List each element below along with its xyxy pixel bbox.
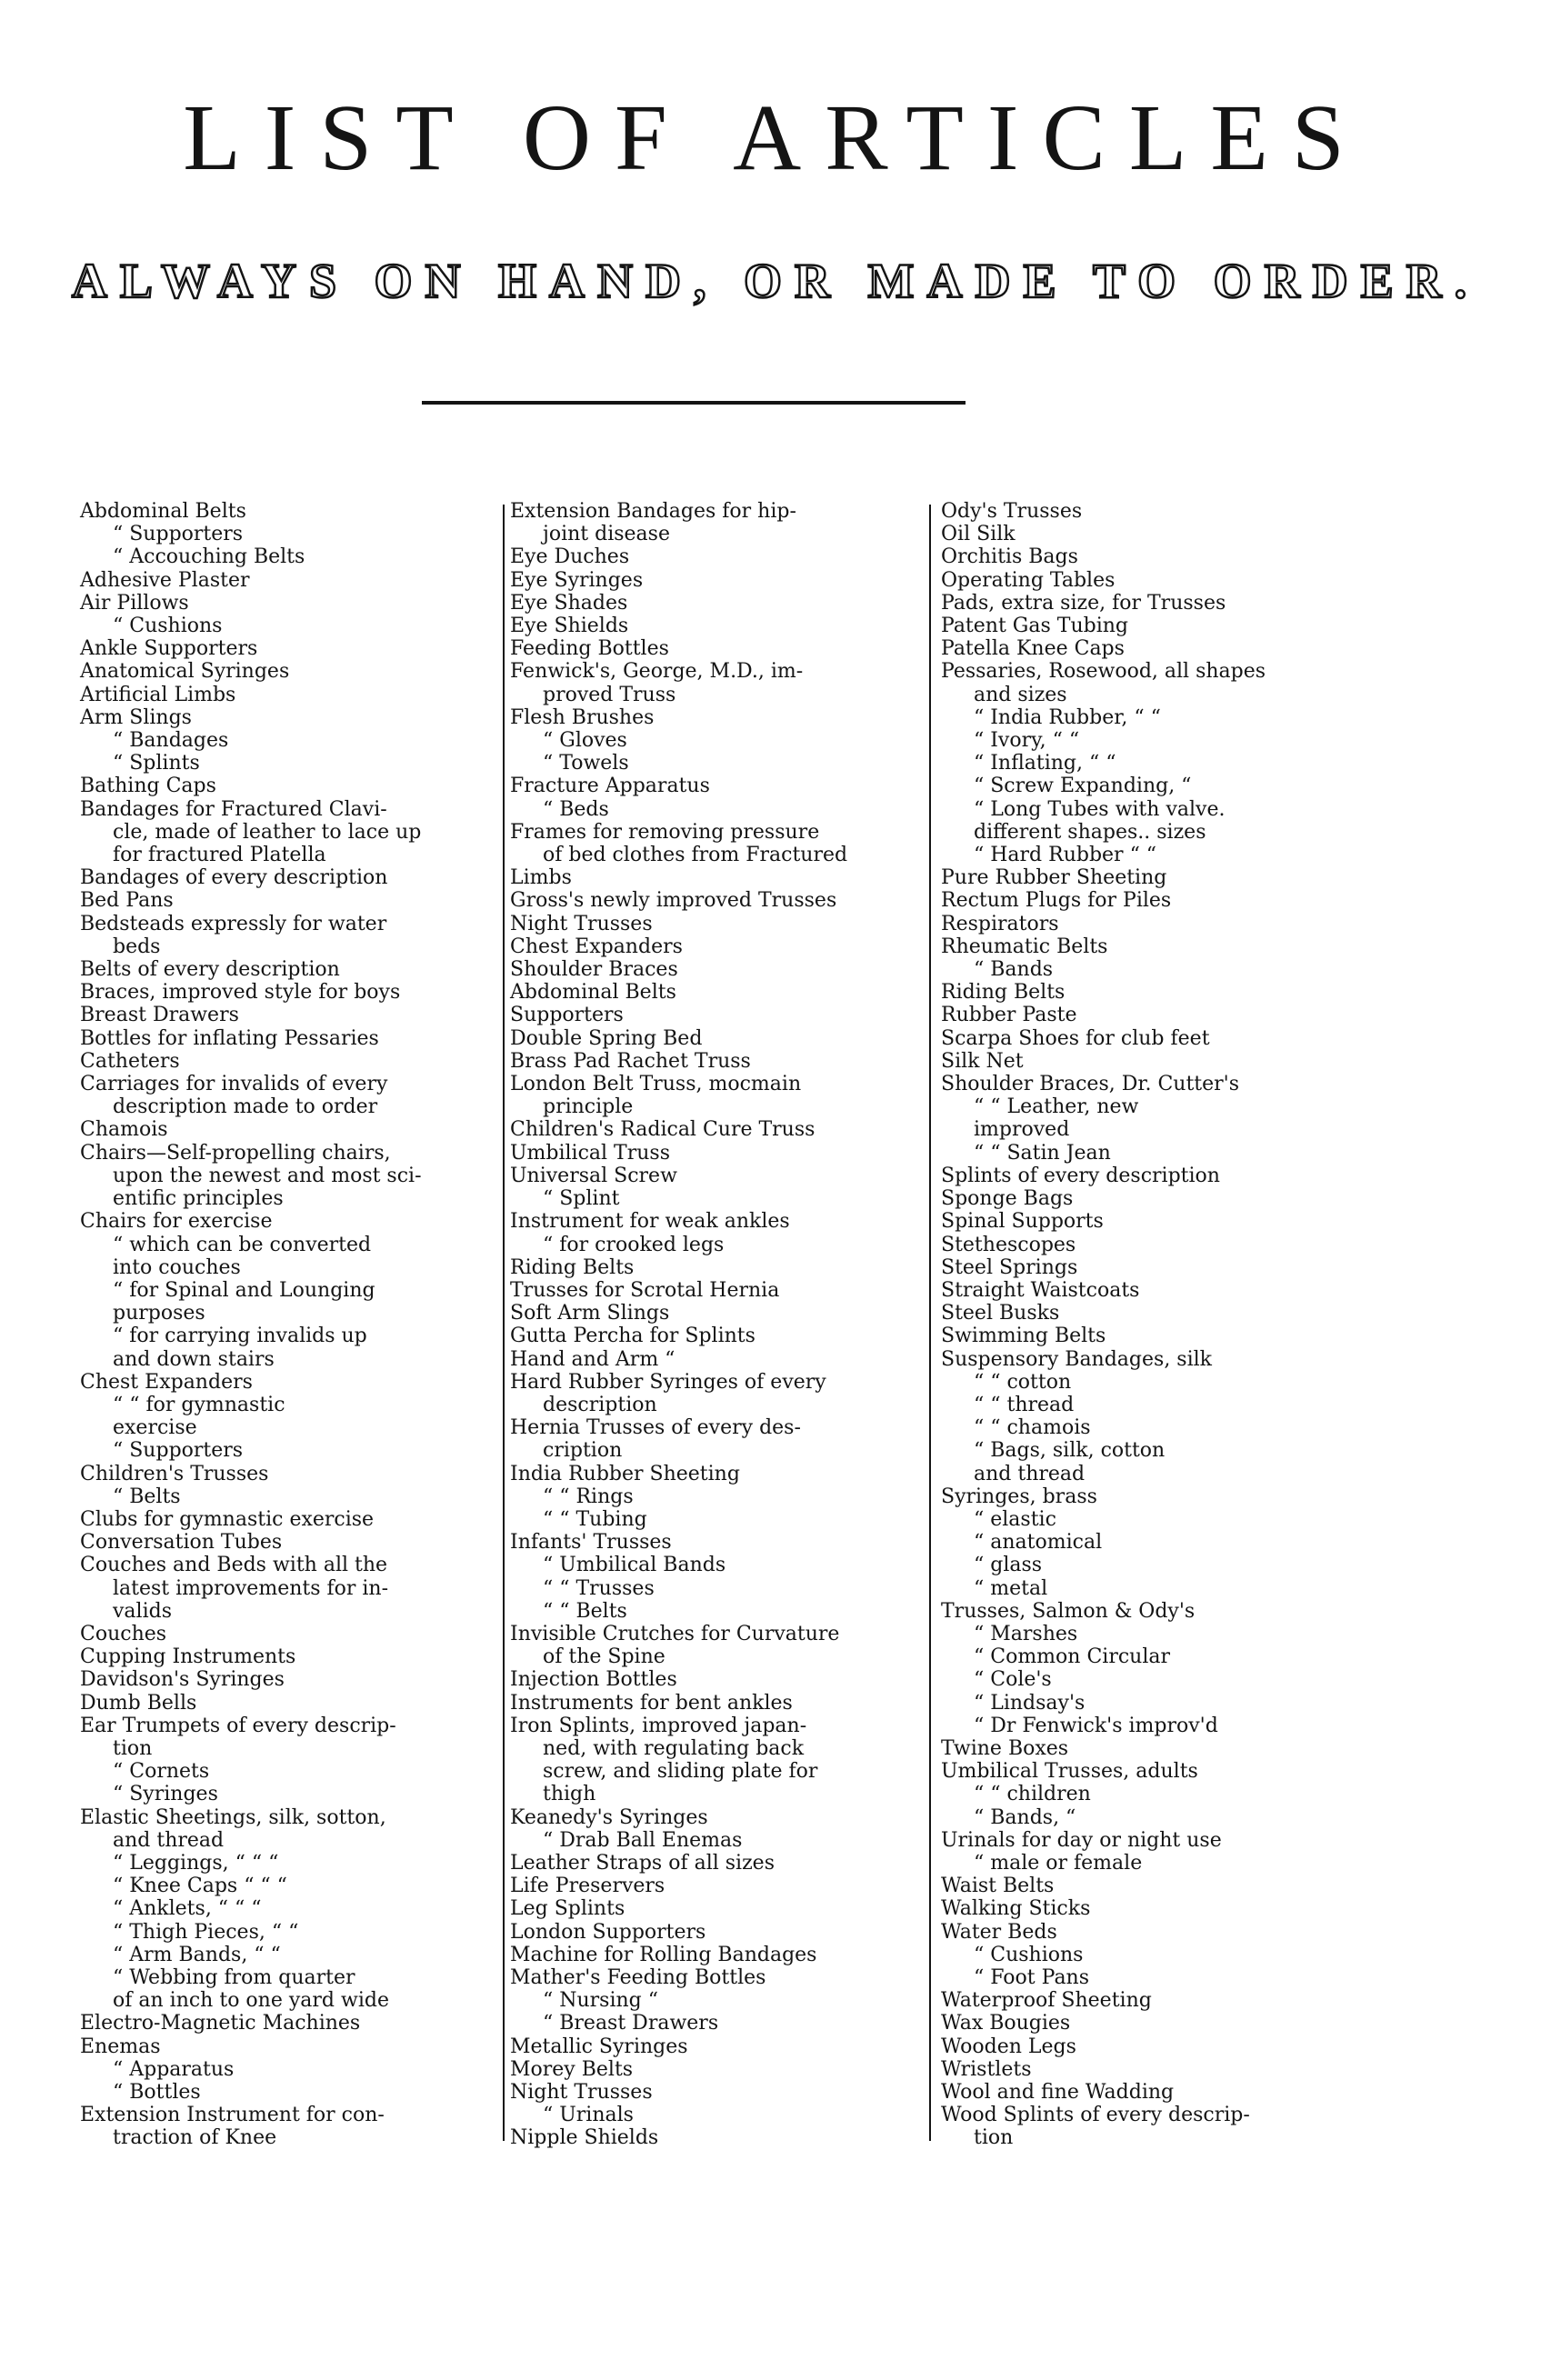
article-line: different shapes.. sizes xyxy=(974,820,1206,844)
article-line: Umbilical Trusses, adults xyxy=(941,1760,1198,1784)
article-line: “ for carrying invalids up xyxy=(113,1325,367,1348)
article-line: India Rubber Sheeting xyxy=(510,1462,740,1485)
article-line: “ for crooked legs xyxy=(543,1233,725,1256)
article-line: into couches xyxy=(113,1255,241,1279)
article-line: “ Foot Pans xyxy=(974,1966,1090,1989)
article-line: Trusses for Scrotal Hernia xyxy=(510,1278,780,1302)
article-column-2 xyxy=(510,500,924,2150)
article-line: Stethescopes xyxy=(941,1233,1076,1256)
article-line: exercise xyxy=(113,1416,197,1440)
article-line: Bed Pans xyxy=(80,889,174,913)
article-line: Swimming Belts xyxy=(941,1325,1106,1348)
article-line: Arm Slings xyxy=(80,705,192,729)
article-line: Riding Belts xyxy=(941,981,1066,1005)
article-line: Chamois xyxy=(80,1118,168,1142)
article-line: “ for Spinal and Lounging xyxy=(113,1278,375,1302)
article-line: Twine Boxes xyxy=(941,1736,1069,1760)
article-line: and down stairs xyxy=(113,1347,275,1371)
article-line: Gross's newly improved Trusses xyxy=(510,889,837,913)
article-line: “ Anklets, “ “ “ xyxy=(113,1897,262,1921)
article-line: Dumb Bells xyxy=(80,1691,197,1715)
article-line: Electro-Magnetic Machines xyxy=(80,2012,361,2035)
article-line: “ Bags, silk, cotton xyxy=(974,1439,1166,1463)
article-line: Waterproof Sheeting xyxy=(941,1989,1152,2013)
article-line: Shoulder Braces xyxy=(510,958,678,982)
article-line: Fenwick's, George, M.D., im- xyxy=(510,660,804,684)
article-line: “ Towels xyxy=(543,752,629,775)
article-line: “ Breast Drawers xyxy=(543,2012,719,2035)
article-line: Elastic Sheetings, silk, sotton, xyxy=(80,1805,386,1829)
article-line: Air Pillows xyxy=(80,591,189,615)
article-line: Walking Sticks xyxy=(941,1897,1091,1921)
article-line: Children's Trusses xyxy=(80,1462,269,1485)
article-line: Abdominal Belts xyxy=(80,500,246,523)
article-line: “ Common Circular xyxy=(974,1645,1170,1669)
article-line: Wood Splints of every descrip- xyxy=(941,2104,1250,2127)
article-line: “ “ Trusses xyxy=(543,1576,655,1600)
article-line: “ Leggings, “ “ “ xyxy=(113,1851,279,1875)
article-line: Iron Splints, improved japan- xyxy=(510,1714,807,1737)
article-line: Wax Bougies xyxy=(941,2012,1071,2035)
article-line: Soft Arm Slings xyxy=(510,1302,670,1325)
article-line: “ Nursing “ xyxy=(543,1989,658,2013)
article-line: Rubber Paste xyxy=(941,1004,1077,1027)
article-line: Rheumatic Belts xyxy=(941,935,1108,958)
article-line: Urinals for day or night use xyxy=(941,1828,1222,1852)
article-line: “ Marshes xyxy=(974,1622,1078,1645)
page-subtitle: ALWAYS ON HAND, OR MADE TO ORDER. xyxy=(71,254,1480,308)
article-line: “ Drab Ball Enemas xyxy=(543,1828,743,1852)
article-line: Life Preservers xyxy=(510,1875,665,1898)
article-line: Umbilical Truss xyxy=(510,1141,670,1165)
article-line: cle, made of leather to lace up xyxy=(113,820,422,844)
article-line: Water Beds xyxy=(941,1920,1057,1944)
article-line: “ Bandages xyxy=(113,729,229,753)
article-line: Morey Belts xyxy=(510,2057,634,2081)
article-line: for fractured Platella xyxy=(113,844,326,867)
article-column-1 xyxy=(80,500,498,2150)
article-line: “ Apparatus xyxy=(113,2057,235,2081)
article-line: Mather's Feeding Bottles xyxy=(510,1966,766,1989)
article-line: “ Bands xyxy=(974,958,1054,982)
article-line: “ “ Leather, new xyxy=(974,1095,1139,1119)
article-line: Instrument for weak ankles xyxy=(510,1210,790,1234)
article-line: “ Cornets xyxy=(113,1760,210,1784)
article-line: proved Truss xyxy=(543,683,676,706)
article-line: and thread xyxy=(113,1828,225,1852)
article-line: Double Spring Bed xyxy=(510,1026,703,1050)
article-line: description made to order xyxy=(113,1095,378,1119)
article-line: “ Screw Expanding, “ xyxy=(974,775,1192,798)
article-line: Bandages for Fractured Clavi- xyxy=(80,797,387,821)
article-line: Eye Shields xyxy=(510,615,629,638)
article-line: Machine for Rolling Bandages xyxy=(510,1943,817,1966)
article-line: Ankle Supporters xyxy=(80,637,258,661)
article-line: “ Accouching Belts xyxy=(113,545,305,569)
article-line: “ “ for gymnastic xyxy=(113,1393,285,1416)
article-line: Bottles for inflating Pessaries xyxy=(80,1026,379,1050)
article-line: “ Inflating, “ “ xyxy=(974,752,1116,775)
article-line: Davidson's Syringes xyxy=(80,1668,285,1692)
article-line: entific principles xyxy=(113,1187,284,1211)
article-line: Chairs for exercise xyxy=(80,1210,273,1234)
article-line: “ “ cotton xyxy=(974,1370,1072,1394)
article-line: Artificial Limbs xyxy=(80,683,236,706)
article-line: Ody's Trusses xyxy=(941,500,1083,523)
article-line: Enemas xyxy=(80,2035,161,2058)
article-line: “ “ thread xyxy=(974,1393,1075,1416)
article-line: Silk Net xyxy=(941,1049,1024,1073)
article-line: “ Lindsay's xyxy=(974,1691,1086,1715)
article-line: Pessaries, Rosewood, all shapes xyxy=(941,660,1266,684)
article-line: “ Umbilical Bands xyxy=(543,1554,726,1577)
article-line: Night Trusses xyxy=(510,2081,653,2105)
article-line: Orchitis Bags xyxy=(941,545,1078,569)
article-line: Night Trusses xyxy=(510,912,653,935)
article-line: “ male or female xyxy=(974,1851,1143,1875)
article-line: Syringes, brass xyxy=(941,1485,1097,1508)
article-line: cription xyxy=(543,1439,623,1463)
article-line: Nipple Shields xyxy=(510,2126,659,2150)
article-line: Cupping Instruments xyxy=(80,1645,296,1669)
article-line: Infants' Trusses xyxy=(510,1531,672,1555)
article-line: ned, with regulating back xyxy=(543,1736,805,1760)
article-line: Invisible Crutches for Curvature xyxy=(510,1622,840,1645)
article-line: “ “ Rings xyxy=(543,1485,634,1508)
article-line: of bed clothes from Fractured xyxy=(543,844,848,867)
article-line: “ Webbing from quarter xyxy=(113,1966,355,1989)
article-line: Instruments for bent ankles xyxy=(510,1691,793,1715)
article-line: Abdominal Belts xyxy=(510,981,676,1005)
article-line: Trusses, Salmon & Ody's xyxy=(941,1599,1196,1623)
article-line: Sponge Bags xyxy=(941,1187,1074,1211)
article-line: Carriages for invalids of every xyxy=(80,1073,388,1096)
article-line: “ Knee Caps “ “ “ xyxy=(113,1875,287,1898)
article-line: Operating Tables xyxy=(941,568,1116,592)
article-line: Clubs for gymnastic exercise xyxy=(80,1507,375,1531)
article-line: Children's Radical Cure Truss xyxy=(510,1118,816,1142)
article-line: “ Bottles xyxy=(113,2081,201,2105)
article-line: “ anatomical xyxy=(974,1531,1103,1555)
article-line: Eye Duches xyxy=(510,545,630,569)
article-line: Pads, extra size, for Trusses xyxy=(941,591,1226,615)
article-line: Chest Expanders xyxy=(80,1370,253,1394)
article-line: “ elastic xyxy=(974,1507,1056,1531)
article-line: thigh xyxy=(543,1783,596,1806)
article-line: Chest Expanders xyxy=(510,935,683,958)
article-line: Respirators xyxy=(941,912,1059,935)
article-line: “ Cushions xyxy=(974,1943,1084,1966)
article-line: “ Syringes xyxy=(113,1783,218,1806)
article-line: Extension Instrument for con- xyxy=(80,2104,385,2127)
article-line: Spinal Supports xyxy=(941,1210,1104,1234)
article-line: Hand and Arm “ xyxy=(510,1347,675,1371)
article-line: Metallic Syringes xyxy=(510,2035,688,2058)
article-column-3 xyxy=(941,500,1359,2150)
article-line: “ Arm Bands, “ “ xyxy=(113,1943,281,1966)
article-line: upon the newest and most sci- xyxy=(113,1164,422,1187)
article-line: Wool and fine Wadding xyxy=(941,2081,1175,2105)
article-line: valids xyxy=(113,1599,172,1623)
article-line: Wristlets xyxy=(941,2057,1032,2081)
article-line: beds xyxy=(113,935,161,958)
article-line: joint disease xyxy=(543,523,670,546)
article-line: “ Bands, “ xyxy=(974,1805,1076,1829)
article-line: Riding Belts xyxy=(510,1255,635,1279)
article-line: Keanedy's Syringes xyxy=(510,1805,708,1829)
article-line: “ glass xyxy=(974,1554,1043,1577)
article-line: Universal Screw xyxy=(510,1164,677,1187)
article-line: Waist Belts xyxy=(941,1875,1055,1898)
article-line: Scarpa Shoes for club feet xyxy=(941,1026,1210,1050)
article-line: “ “ Tubing xyxy=(543,1507,647,1531)
article-line: Eye Shades xyxy=(510,591,628,615)
article-line: “ Gloves xyxy=(543,729,627,753)
article-line: purposes xyxy=(113,1302,205,1325)
article-line: “ Cole's xyxy=(974,1668,1052,1692)
article-line: Bathing Caps xyxy=(80,775,216,798)
article-line: Couches xyxy=(80,1622,167,1645)
article-line: “ India Rubber, “ “ xyxy=(974,705,1161,729)
article-line: Adhesive Plaster xyxy=(80,568,250,592)
article-line: “ Urinals xyxy=(543,2104,634,2127)
article-line: London Belt Truss, mocmain xyxy=(510,1073,802,1096)
article-line: Limbs xyxy=(510,866,572,890)
article-line: Ear Trumpets of every descrip- xyxy=(80,1714,396,1737)
article-line: “ Ivory, “ “ xyxy=(974,729,1080,753)
article-line: “ Dr Fenwick's improv'd xyxy=(974,1714,1218,1737)
article-line: Splints of every description xyxy=(941,1164,1220,1187)
article-line: Flesh Brushes xyxy=(510,705,655,729)
article-line: Steel Busks xyxy=(941,1302,1060,1325)
article-line: latest improvements for in- xyxy=(113,1576,389,1600)
article-line: tion xyxy=(113,1736,153,1760)
article-line: Leg Splints xyxy=(510,1897,625,1921)
article-line: Brass Pad Rachet Truss xyxy=(510,1049,751,1073)
article-line: Chairs—Self-propelling chairs, xyxy=(80,1141,391,1165)
article-line: Anatomical Syringes xyxy=(80,660,290,684)
article-line: Steel Springs xyxy=(941,1255,1078,1279)
article-line: Fracture Apparatus xyxy=(510,775,710,798)
article-line: “ Thigh Pieces, “ “ xyxy=(113,1920,299,1944)
article-line: “ which can be converted xyxy=(113,1233,372,1256)
article-line: Patent Gas Tubing xyxy=(941,615,1128,638)
article-line: Belts of every description xyxy=(80,958,340,982)
article-line: “ Hard Rubber “ “ xyxy=(974,844,1157,867)
article-line: Straight Waistcoats xyxy=(941,1278,1140,1302)
article-line: Extension Bandages for hip- xyxy=(510,500,796,523)
article-line: Eye Syringes xyxy=(510,568,644,592)
article-line: “ Supporters xyxy=(113,1439,244,1463)
article-line: Oil Silk xyxy=(941,523,1016,546)
article-line: Feeding Bottles xyxy=(510,637,669,661)
article-line: traction of Knee xyxy=(113,2126,277,2150)
article-line: “ Belts xyxy=(113,1485,181,1508)
article-line: “ Splints xyxy=(113,752,200,775)
article-line: Bandages of every description xyxy=(80,866,388,890)
article-line: “ Splint xyxy=(543,1187,620,1211)
article-line: Couches and Beds with all the xyxy=(80,1554,388,1577)
article-line: Hernia Trusses of every des- xyxy=(510,1416,801,1440)
title-divider xyxy=(422,401,966,405)
article-line: and thread xyxy=(974,1462,1086,1485)
article-line: screw, and sliding plate for xyxy=(543,1760,818,1784)
article-line: Patella Knee Caps xyxy=(941,637,1125,661)
article-columns xyxy=(0,500,1551,2155)
article-line: Suspensory Bandages, silk xyxy=(941,1347,1212,1371)
article-line: “ “ Satin Jean xyxy=(974,1141,1111,1165)
article-line: Catheters xyxy=(80,1049,180,1073)
article-line: Frames for removing pressure xyxy=(510,820,820,844)
article-line: “ “ Belts xyxy=(543,1599,627,1623)
article-line: Supporters xyxy=(510,1004,624,1027)
article-line: Conversation Tubes xyxy=(80,1531,283,1555)
article-line: London Supporters xyxy=(510,1920,706,1944)
article-line: “ “ children xyxy=(974,1783,1091,1806)
article-line: “ Beds xyxy=(543,797,609,821)
article-line: Wooden Legs xyxy=(941,2035,1076,2058)
article-line: Braces, improved style for boys xyxy=(80,981,401,1005)
article-line: of the Spine xyxy=(543,1645,665,1669)
article-line: Rectum Plugs for Piles xyxy=(941,889,1172,913)
article-line: “ Cushions xyxy=(113,615,223,638)
article-line: Hard Rubber Syringes of every xyxy=(510,1370,826,1394)
article-line: Breast Drawers xyxy=(80,1004,239,1027)
article-line: Shoulder Braces, Dr. Cutter's xyxy=(941,1073,1240,1096)
article-line: Leather Straps of all sizes xyxy=(510,1851,775,1875)
article-line: description xyxy=(543,1393,657,1416)
article-line: Bedsteads expressly for water xyxy=(80,912,387,935)
article-line: and sizes xyxy=(974,683,1067,706)
article-line: Pure Rubber Sheeting xyxy=(941,866,1167,890)
article-line: “ metal xyxy=(974,1576,1048,1600)
article-line: Injection Bottles xyxy=(510,1668,677,1692)
article-line: “ “ chamois xyxy=(974,1416,1091,1440)
article-line: of an inch to one yard wide xyxy=(113,1989,389,2013)
article-line: improved xyxy=(974,1118,1070,1142)
article-line: tion xyxy=(974,2126,1014,2150)
article-line: “ Long Tubes with valve. xyxy=(974,797,1226,821)
article-line: principle xyxy=(543,1095,634,1119)
article-line: “ Supporters xyxy=(113,523,244,546)
page-title: LIST OF ARTICLES xyxy=(183,85,1368,190)
article-line: Gutta Percha for Splints xyxy=(510,1325,755,1348)
